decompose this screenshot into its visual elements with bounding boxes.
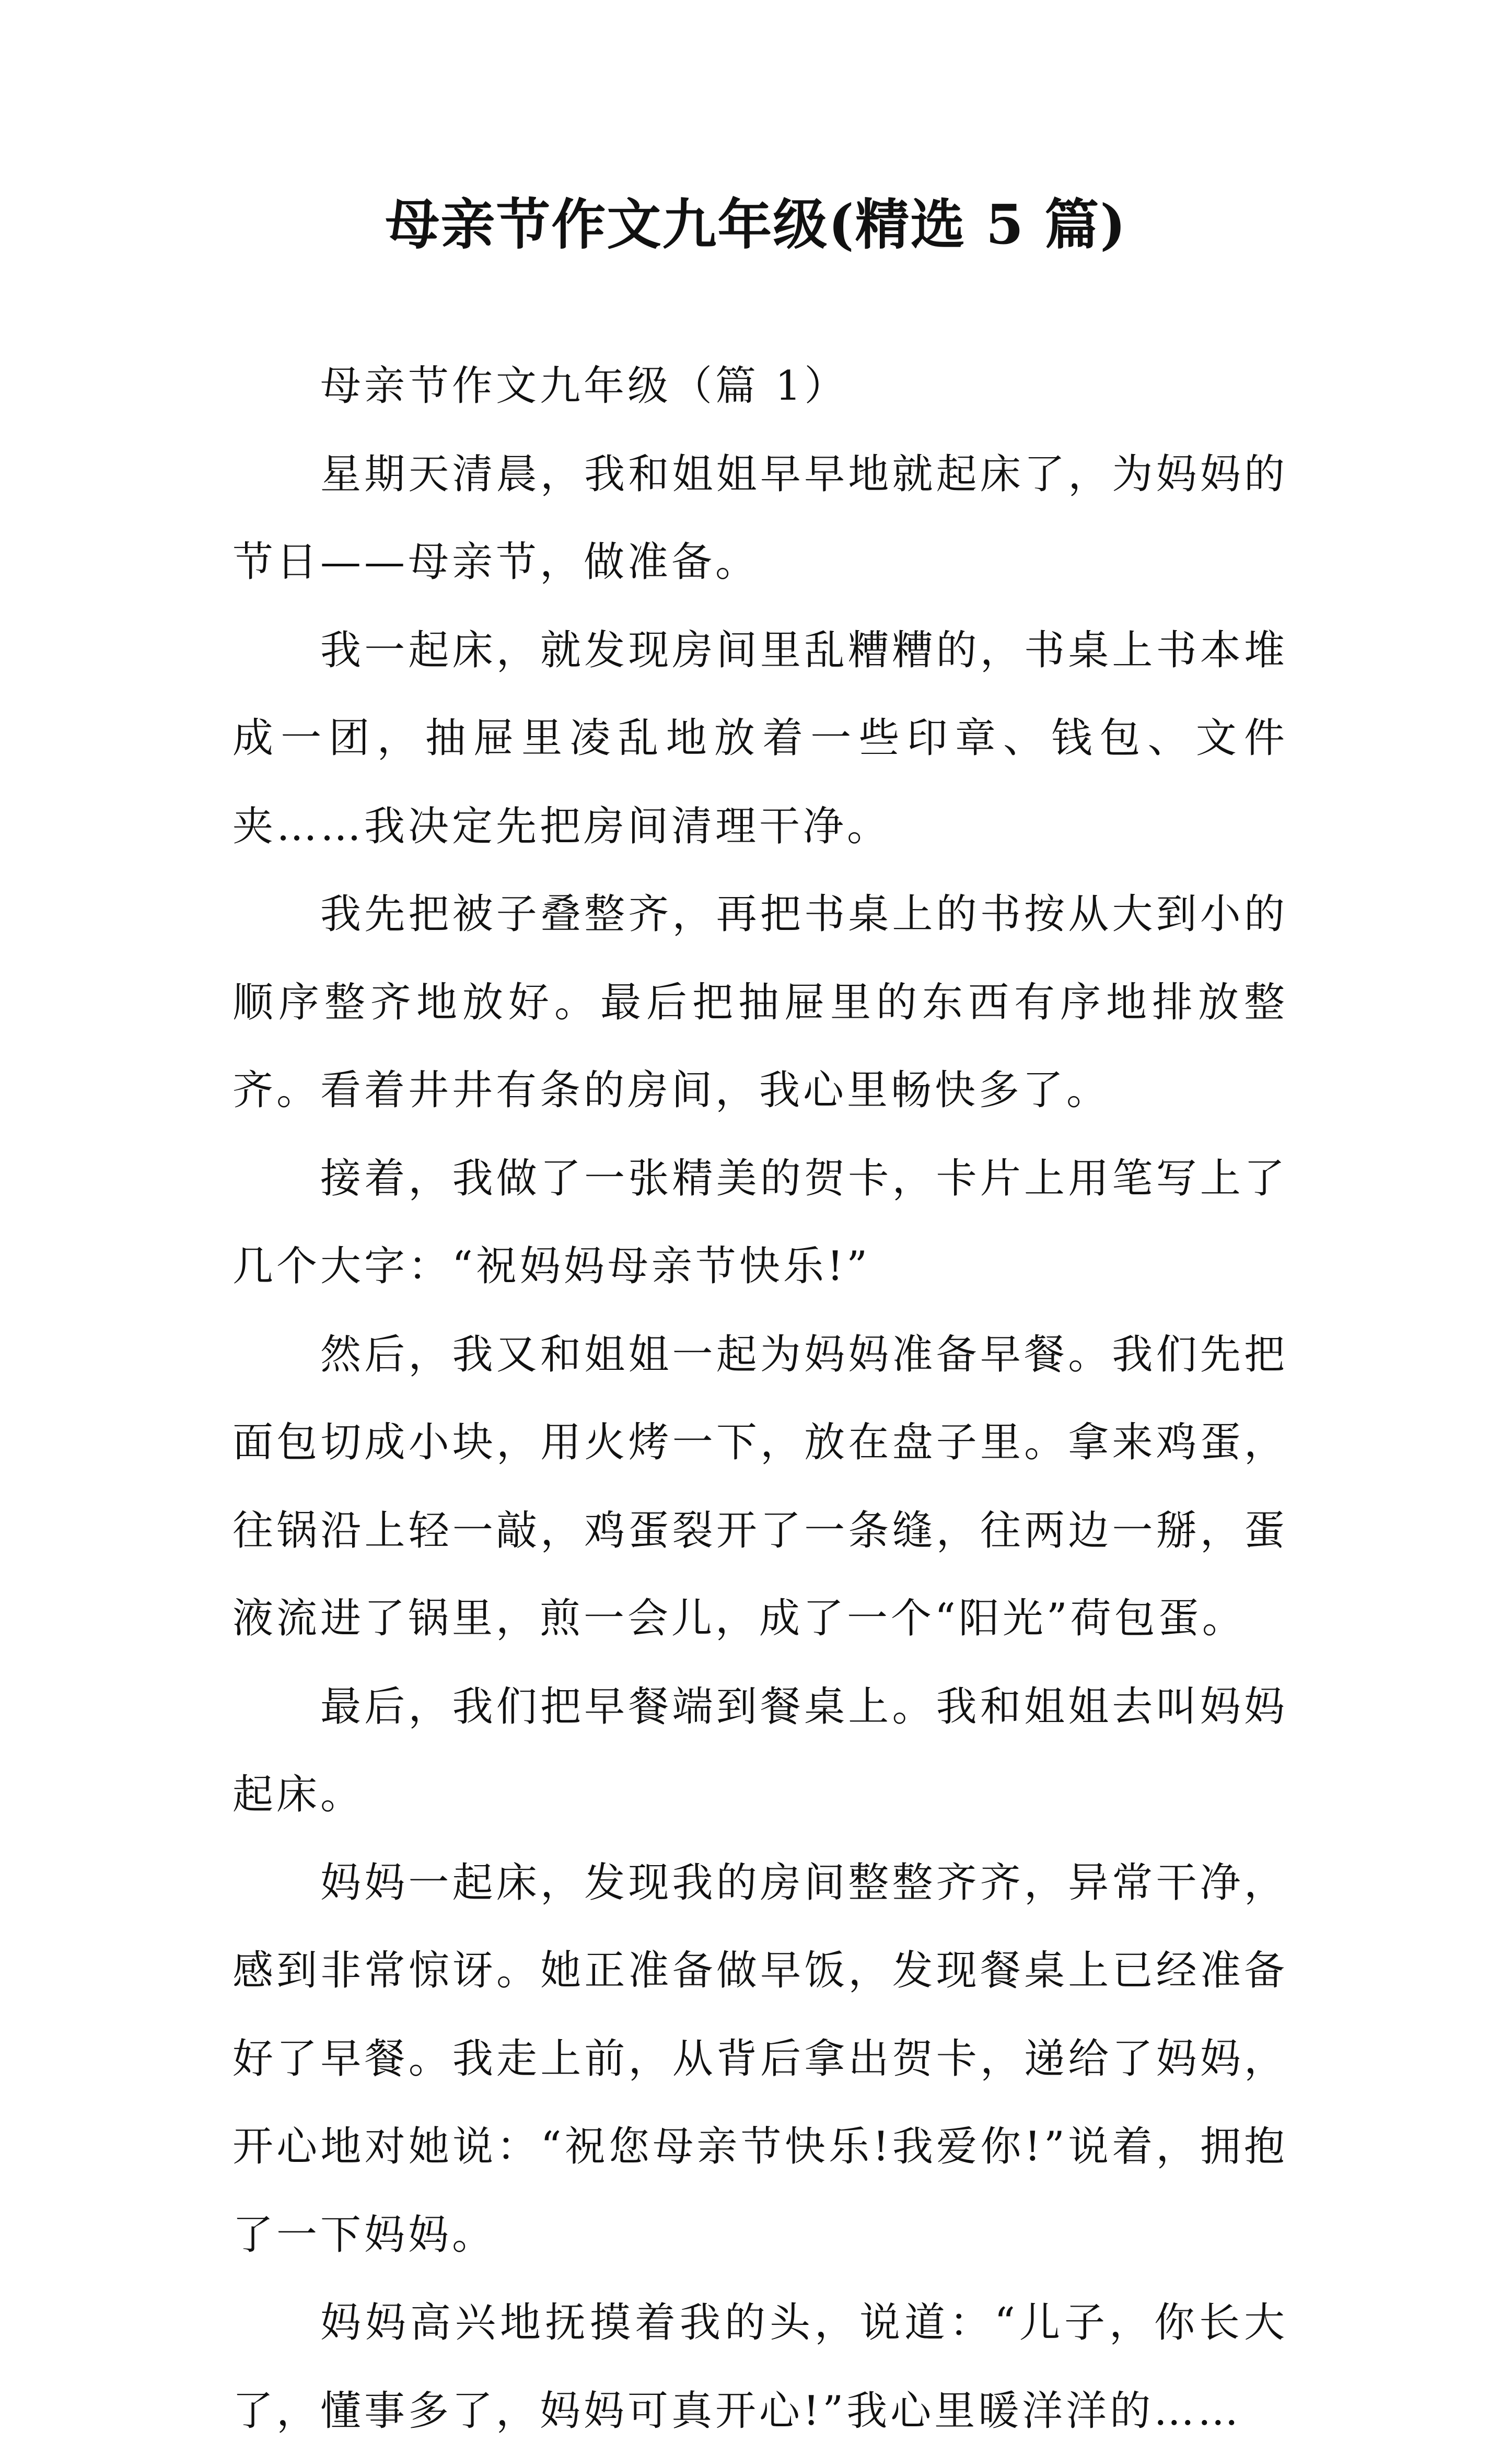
paragraph-8: 妈妈高兴地抚摸着我的头，说道：“儿子，你长大了，懂事多了，妈妈可真开心!”我心里暖洋洋的…… xyxy=(232,2299,1288,2435)
section-heading: 母亲节作文九年级（篇 1） xyxy=(320,363,848,410)
paragraph-4: 接着，我做了一张精美的贺卡，卡片上用笔写上了几个大字：“祝妈妈母亲节快乐!” xyxy=(232,1155,1288,1290)
document-body xyxy=(232,342,1288,2455)
paragraph-5: 然后，我又和姐姐一起为妈妈准备早餐。我们先把面包切成小块，用火烤一下，放在盘子里。拿来鸡蛋，往锅沿上轻一敲，鸡蛋裂开了一条缝，往两边一掰，蛋液流进了锅里，煎一会儿，成了一个“阳光”荷包蛋。 xyxy=(232,1331,1288,1642)
paragraph-6: 最后，我们把早餐端到餐桌上。我和姐姐去叫妈妈起床。 xyxy=(232,1683,1288,1818)
paragraph-1: 星期天清晨，我和姐姐早早地就起床了，为妈妈的节日——母亲节，做准备。 xyxy=(232,450,1288,586)
document-title: 母亲节作文九年级(精选 5 篇) xyxy=(385,192,1127,257)
paragraph-7: 妈妈一起床，发现我的房间整整齐齐，异常干净，感到非常惊讶。她正准备做早饭，发现餐桌上已经准备好了早餐。我走上前，从背后拿出贺卡，递给了妈妈，开心地对她说：“祝您母亲节快乐!我爱你!”说着，拥抱了一下妈妈。 xyxy=(232,1859,1288,2259)
paragraph-2: 我一起床，就发现房间里乱糟糟的，书桌上书本堆成一团，抽屉里凌乱地放着一些印章、钱包、文件夹……我决定先把房间清理干净。 xyxy=(232,626,1288,850)
paragraph-3: 我先把被子叠整齐，再把书桌上的书按从大到小的顺序整齐地放好。最后把抽屉里的东西有序地排放整齐。看着井井有条的房间，我心里畅快多了。 xyxy=(232,891,1288,1114)
